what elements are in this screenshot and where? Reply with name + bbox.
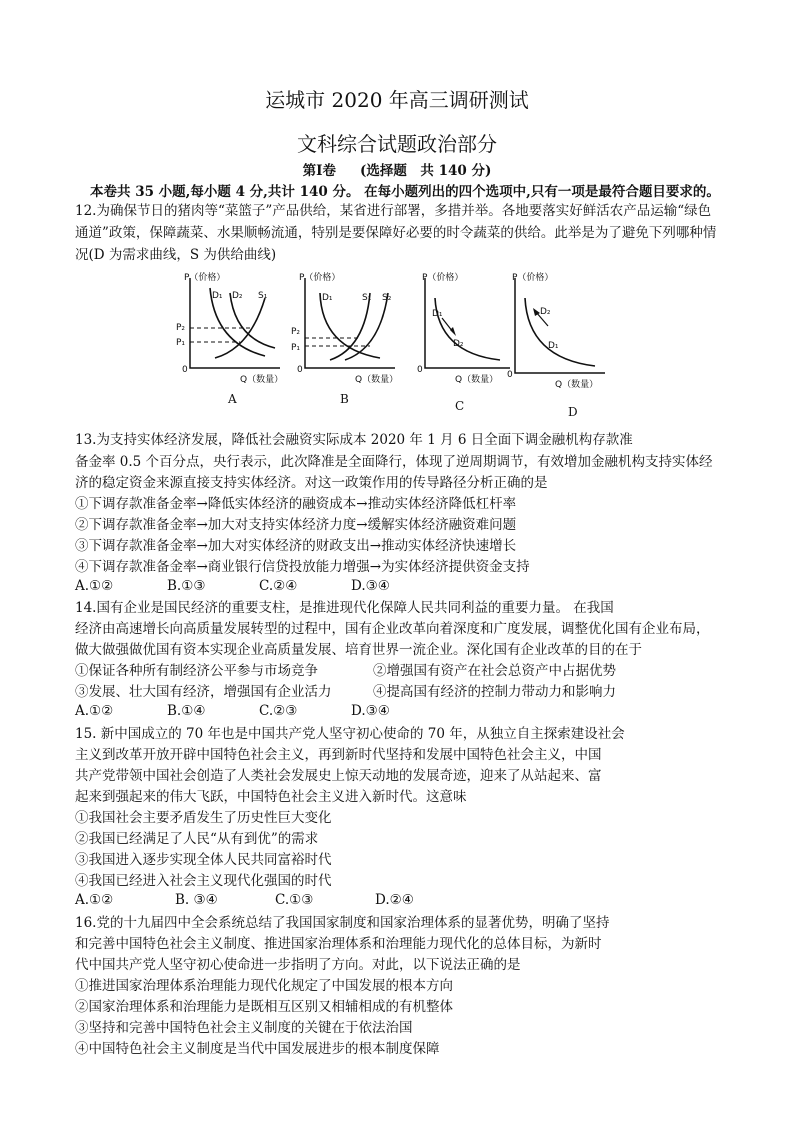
graph-a bbox=[176, 271, 283, 406]
q13-statement: ④下调存款准备金率→商业银行信贷投放能力增强→为实体经济提供资金支持 bbox=[75, 559, 530, 575]
graph-c-y-axis-label: P（价格） bbox=[422, 273, 464, 283]
graph-b-s2-curve bbox=[345, 293, 388, 360]
q15-statement: ③我国进入逐步实现全体人民共同富裕时代 bbox=[75, 852, 332, 868]
section-heading bbox=[0, 159, 794, 179]
q15-statement: ①我国社会主要矛盾发生了历史性巨大变化 bbox=[75, 810, 332, 826]
q14-option-c[interactable]: C.②③ bbox=[259, 703, 298, 719]
q14-option-d[interactable]: D.③④ bbox=[351, 703, 390, 719]
q16-statement: ③坚持和完善中国特色社会主义制度的关键在于依法治国 bbox=[75, 1020, 413, 1036]
graph-c-axes bbox=[425, 278, 510, 368]
graph-a-p2-label: P₂ bbox=[176, 323, 186, 333]
q15-line: 起来到强起来的伟大飞跃，中国特色社会主义进入新时代。这意味 bbox=[75, 789, 467, 805]
graph-a-d1-label: D₁ bbox=[212, 291, 223, 301]
q14-statement-row bbox=[75, 661, 616, 681]
q15-option-b[interactable]: B. ③④ bbox=[175, 892, 218, 908]
exam-title: 运城市 2020 年高三调研测试 bbox=[265, 88, 529, 112]
q13-option-d[interactable]: D.③④ bbox=[351, 578, 390, 594]
q13-option-a[interactable]: A.①② bbox=[75, 578, 114, 594]
q16-line: 16.党的十九届四中全会系统总结了我国国家制度和国家治理体系的显著优势，明确了坚持 bbox=[75, 915, 610, 931]
graph-b-p2-label: P₂ bbox=[291, 327, 301, 337]
graph-d-x-axis-label: Q（数量） bbox=[555, 380, 599, 390]
graph-b-s2-label: S₂ bbox=[382, 293, 392, 303]
q13-line: 备金率 0.5 个百分点，央行表示，此次降准是全面降行，体现了逆周期调节，有效增加金融机构支持实体经 bbox=[75, 454, 713, 470]
q15-options bbox=[75, 892, 414, 908]
graph-a-y-axis-label: P（价格） bbox=[184, 273, 226, 283]
q16-statement: ①推进国家治理体系治理能力现代化规定了中国发展的根本方向 bbox=[75, 978, 453, 994]
graph-d-d2-label: D₂ bbox=[540, 307, 551, 317]
graph-c-caption: C bbox=[455, 399, 465, 413]
graph-a-caption: A bbox=[228, 392, 237, 406]
graph-c bbox=[417, 271, 510, 413]
q15-option-a[interactable]: A.①② bbox=[75, 892, 114, 908]
graph-a-d2-curve bbox=[230, 293, 275, 348]
graph-b-axes bbox=[305, 278, 395, 368]
graph-a-p1-label: P₁ bbox=[176, 338, 186, 348]
q14-line: 经济由高速增长向高质量发展转型的过程中，国有企业改革向着深度和广度发展，调整优化国有企业布局， bbox=[75, 621, 710, 637]
graph-c-demand-curve bbox=[435, 298, 500, 360]
q13-statement: ①下调存款准备金率→降低实体经济的融资成本→推动实体经济降低杠杆率 bbox=[75, 496, 517, 512]
q15-statement: ②我国已经满足了人民“从有到优”的需求 bbox=[75, 831, 319, 847]
q13-line: 济的稳定资金来源直接支持实体经济。对这一政策作用的传导路径分析正确的是 bbox=[75, 475, 548, 491]
graph-b-origin: 0 bbox=[297, 365, 303, 375]
graph-b-s1-label: S₁ bbox=[362, 293, 372, 303]
graph-b-caption: B bbox=[340, 392, 349, 406]
q12-line: 况(D 为需求曲线，S 为供给曲线) bbox=[75, 247, 277, 263]
q14-statement-row bbox=[75, 682, 616, 702]
q13-line: 13.为支持实体经济发展，降低社会融资实际成本 2020 年 1 月 6 日全面下调金融机构存款准 bbox=[75, 432, 633, 448]
graph-d-y-axis-label: P（价格） bbox=[512, 273, 554, 283]
q14-options bbox=[75, 703, 390, 719]
q13-statement: ②下调存款准备金率→加大对支持实体经济力度→缓解实体经济融资难问题 bbox=[75, 517, 517, 533]
graph-b-y-axis-label: P（价格） bbox=[299, 273, 341, 283]
q14-line: 做大做强做优国有资本实现企业高质量发展、培育世界一流企业。深化国有企业改革的目的在于 bbox=[75, 642, 642, 658]
graph-d-d1-label: D₁ bbox=[548, 341, 559, 351]
q14-statement: ①保证各种所有制经济公平参与市场竞争 bbox=[75, 663, 318, 679]
graph-d-demand-curve bbox=[525, 298, 595, 366]
graph-d-axes bbox=[515, 278, 605, 373]
exam-subtitle: 文科综合试题政治部分 bbox=[297, 132, 497, 156]
graph-d-origin: 0 bbox=[507, 370, 513, 380]
q15-statement: ④我国已经进入社会主义现代化强国的时代 bbox=[75, 873, 332, 889]
graph-b-s1-curve bbox=[330, 293, 370, 360]
q15-line: 主义到改革开放开辟中国特色社会主义，再到新时代坚持和发展中国特色社会主义，中国 bbox=[75, 747, 602, 763]
graph-a-origin: 0 bbox=[182, 365, 188, 375]
q15-option-d[interactable]: D.②④ bbox=[375, 892, 414, 908]
graph-a-d2-label: D₂ bbox=[232, 291, 243, 301]
graph-b-d1-label: D₁ bbox=[322, 293, 333, 303]
graph-c-x-axis-label: Q（数量） bbox=[455, 375, 499, 385]
q15-option-c[interactable]: C.①③ bbox=[275, 892, 314, 908]
q12-line: 通道”政策，保障蔬菜、水果顺畅流通，特别是要保障好必要的时令蔬菜的供给。此举是为了避免下列哪种情 bbox=[75, 225, 717, 241]
q16-statement: ②国家治理体系和治理能力是既相互区别又相辅相成的有机整体 bbox=[75, 999, 453, 1015]
q14-statement: ④提高国有经济的控制力带动力和影响力 bbox=[373, 684, 616, 700]
graph-a-x-axis-label: Q（数量） bbox=[240, 375, 284, 385]
q16-line: 和完善中国特色社会主义制度、推进国家治理体系和治理能力现代化的总体目标，为新时 bbox=[75, 936, 602, 952]
q13-options bbox=[75, 578, 390, 594]
q14-line: 14.国有企业是国民经济的重要支柱，是推进现代化保障人民共同利益的重要力量。 在我国 bbox=[75, 600, 614, 616]
graph-c-arrowhead bbox=[450, 327, 456, 336]
graph-b bbox=[291, 271, 398, 406]
instructions: 本卷共 35 小题,每小题 4 分,共计 140 分。 在每小题列出的四个选项中,只有一项是最符合题目要求的。 bbox=[90, 184, 720, 200]
q16-statement: ④中国特色社会主义制度是当代中国发展进步的根本制度保障 bbox=[75, 1041, 440, 1057]
graph-b-x-axis-label: Q（数量） bbox=[355, 375, 399, 385]
q12-line: 12.为确保节日的猪肉等“菜篮子”产品供给，某省进行部署，多措并举。各地要落实好鲜活农产品运输“绿色 bbox=[75, 203, 712, 219]
q13-option-b[interactable]: B.①③ bbox=[167, 578, 206, 594]
q16-line: 代中国共产党人坚守初心使命进一步指明了方向。对此，以下说法正确的是 bbox=[75, 957, 521, 973]
q14-statement: ③发展、壮大国有经济，增强国有企业活力 bbox=[75, 684, 332, 700]
section-note: (选择题 共 140 分) bbox=[359, 163, 492, 179]
q15-line: 共产党带领中国社会创造了人类社会发展史上惊天动地的发展奇迹，迎来了从站起来、富 bbox=[75, 768, 602, 784]
q14-statement: ②增强国有资产在社会总资产中占据优势 bbox=[373, 663, 616, 679]
section-label: 第Ⅰ卷 bbox=[302, 163, 336, 179]
q15-line: 15. 新中国成立的 70 年也是中国共产党人坚守初心使命的 70 年，从独立自主探索建设社会 bbox=[75, 726, 625, 742]
q13-statement: ③下调存款准备金率→加大对实体经济的财政支出→推动实体经济快速增长 bbox=[75, 538, 517, 554]
graph-c-d1-label: D₁ bbox=[432, 309, 443, 319]
q14-option-a[interactable]: A.①② bbox=[75, 703, 114, 719]
graph-d-caption: D bbox=[568, 405, 578, 419]
graph-c-d2-label: D₂ bbox=[453, 339, 464, 349]
q13-option-c[interactable]: C.②④ bbox=[259, 578, 298, 594]
q14-option-b[interactable]: B.①④ bbox=[167, 703, 206, 719]
graph-b-p1-label: P₁ bbox=[291, 343, 301, 353]
graph-c-origin: 0 bbox=[417, 365, 423, 375]
supply-demand-graphs bbox=[170, 268, 620, 423]
graph-d bbox=[507, 271, 605, 419]
graph-a-s1-label: S₁ bbox=[258, 291, 268, 301]
